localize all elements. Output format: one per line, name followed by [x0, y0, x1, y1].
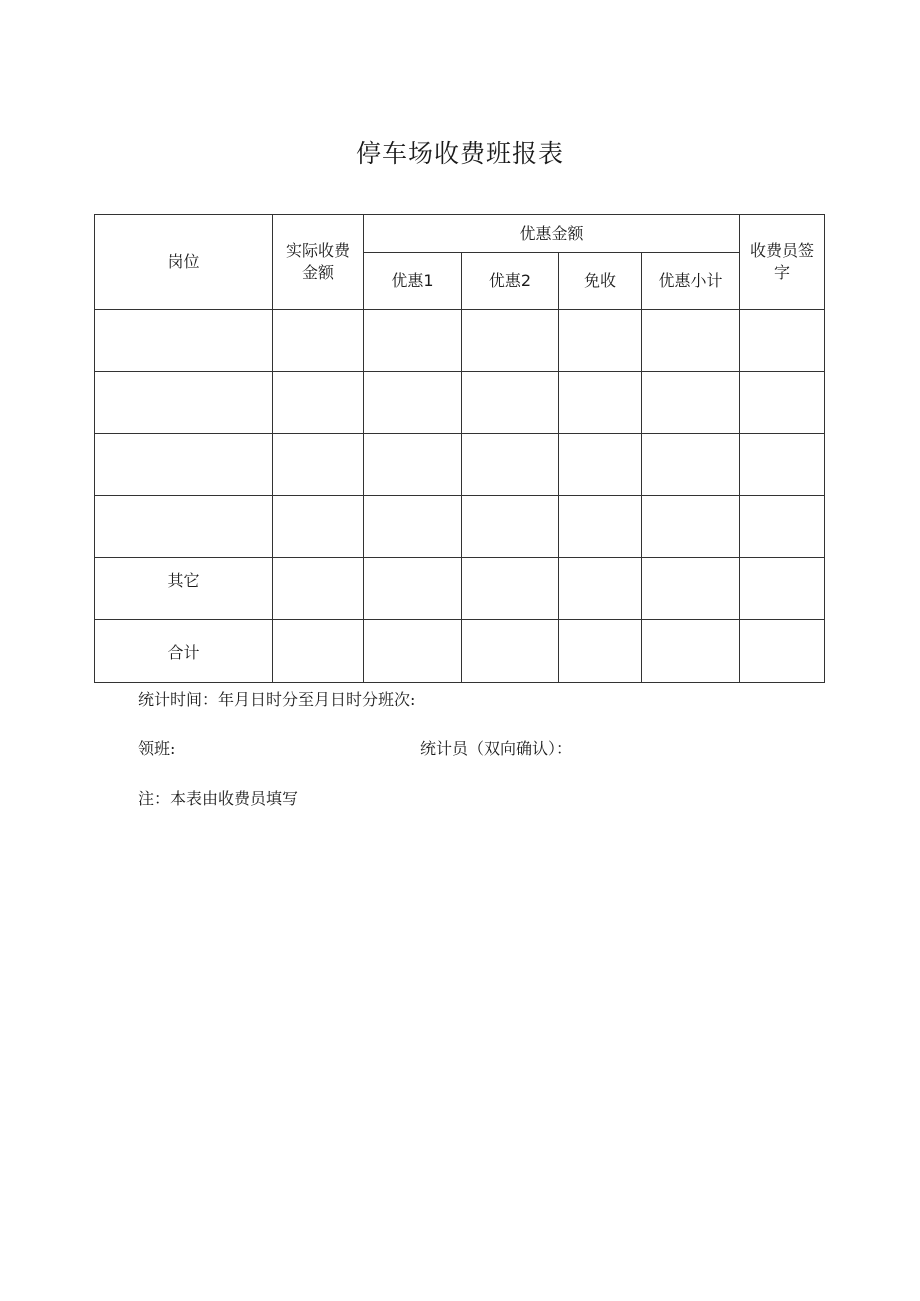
cell-discount-1 — [364, 434, 462, 496]
cell-discount-subtotal — [642, 496, 740, 558]
cell-discount-subtotal — [642, 558, 740, 620]
cell-discount-2 — [462, 310, 559, 372]
table-row — [95, 434, 825, 496]
cell-signature — [740, 310, 825, 372]
header-free: 免收 — [559, 253, 642, 310]
header-collector-signature: 收费员签字 — [740, 215, 825, 310]
cell-free — [559, 620, 642, 683]
cell-discount-1 — [364, 310, 462, 372]
cell-discount-subtotal — [642, 310, 740, 372]
cell-discount-subtotal — [642, 434, 740, 496]
header-discount-group: 优惠金额 — [364, 215, 740, 253]
stats-time-line: 统计时间：年月日时分至月日时分班次: — [138, 690, 416, 709]
cell-discount-1 — [364, 372, 462, 434]
row-label — [95, 496, 273, 558]
cell-free — [559, 310, 642, 372]
row-label-total: 合计 — [95, 620, 273, 683]
cell-actual-amount — [273, 496, 364, 558]
cell-discount-1 — [364, 620, 462, 683]
table-row — [95, 496, 825, 558]
page-title: 停车场收费班报表 — [355, 139, 564, 168]
header-row-1 — [95, 215, 825, 253]
cell-discount-2 — [462, 372, 559, 434]
header-discount-2: 优惠2 — [462, 253, 559, 310]
cell-signature — [740, 372, 825, 434]
cell-actual-amount — [273, 310, 364, 372]
remark-line: 注：本表由收费员填写 — [138, 789, 299, 808]
header-discount-1: 优惠1 — [364, 253, 462, 310]
row-label-other: 其它 — [95, 558, 273, 620]
cell-actual-amount — [273, 620, 364, 683]
table-row-other — [95, 558, 825, 620]
cell-discount-2 — [462, 434, 559, 496]
cell-signature — [740, 434, 825, 496]
cell-actual-amount — [273, 434, 364, 496]
cell-free — [559, 558, 642, 620]
cell-signature — [740, 558, 825, 620]
cell-actual-amount — [273, 558, 364, 620]
cell-signature — [740, 620, 825, 683]
statistician-line: 统计员（双向确认）： — [420, 739, 573, 758]
cell-free — [559, 434, 642, 496]
cell-discount-subtotal — [642, 620, 740, 683]
table-row-total — [95, 620, 825, 683]
cell-actual-amount — [273, 372, 364, 434]
shift-report-table — [94, 214, 825, 683]
cell-discount-2 — [462, 496, 559, 558]
table-row — [95, 310, 825, 372]
leader-line: 领班: — [138, 739, 176, 758]
cell-discount-1 — [364, 558, 462, 620]
cell-discount-subtotal — [642, 372, 740, 434]
cell-discount-1 — [364, 496, 462, 558]
cell-free — [559, 496, 642, 558]
row-label — [95, 434, 273, 496]
header-actual-amount: 实际收费金额 — [273, 215, 364, 310]
row-label — [95, 310, 273, 372]
cell-free — [559, 372, 642, 434]
header-discount-subtotal: 优惠小计 — [642, 253, 740, 310]
table-row — [95, 372, 825, 434]
header-position: 岗位 — [95, 215, 273, 310]
cell-discount-2 — [462, 620, 559, 683]
cell-signature — [740, 496, 825, 558]
cell-discount-2 — [462, 558, 559, 620]
row-label — [95, 372, 273, 434]
